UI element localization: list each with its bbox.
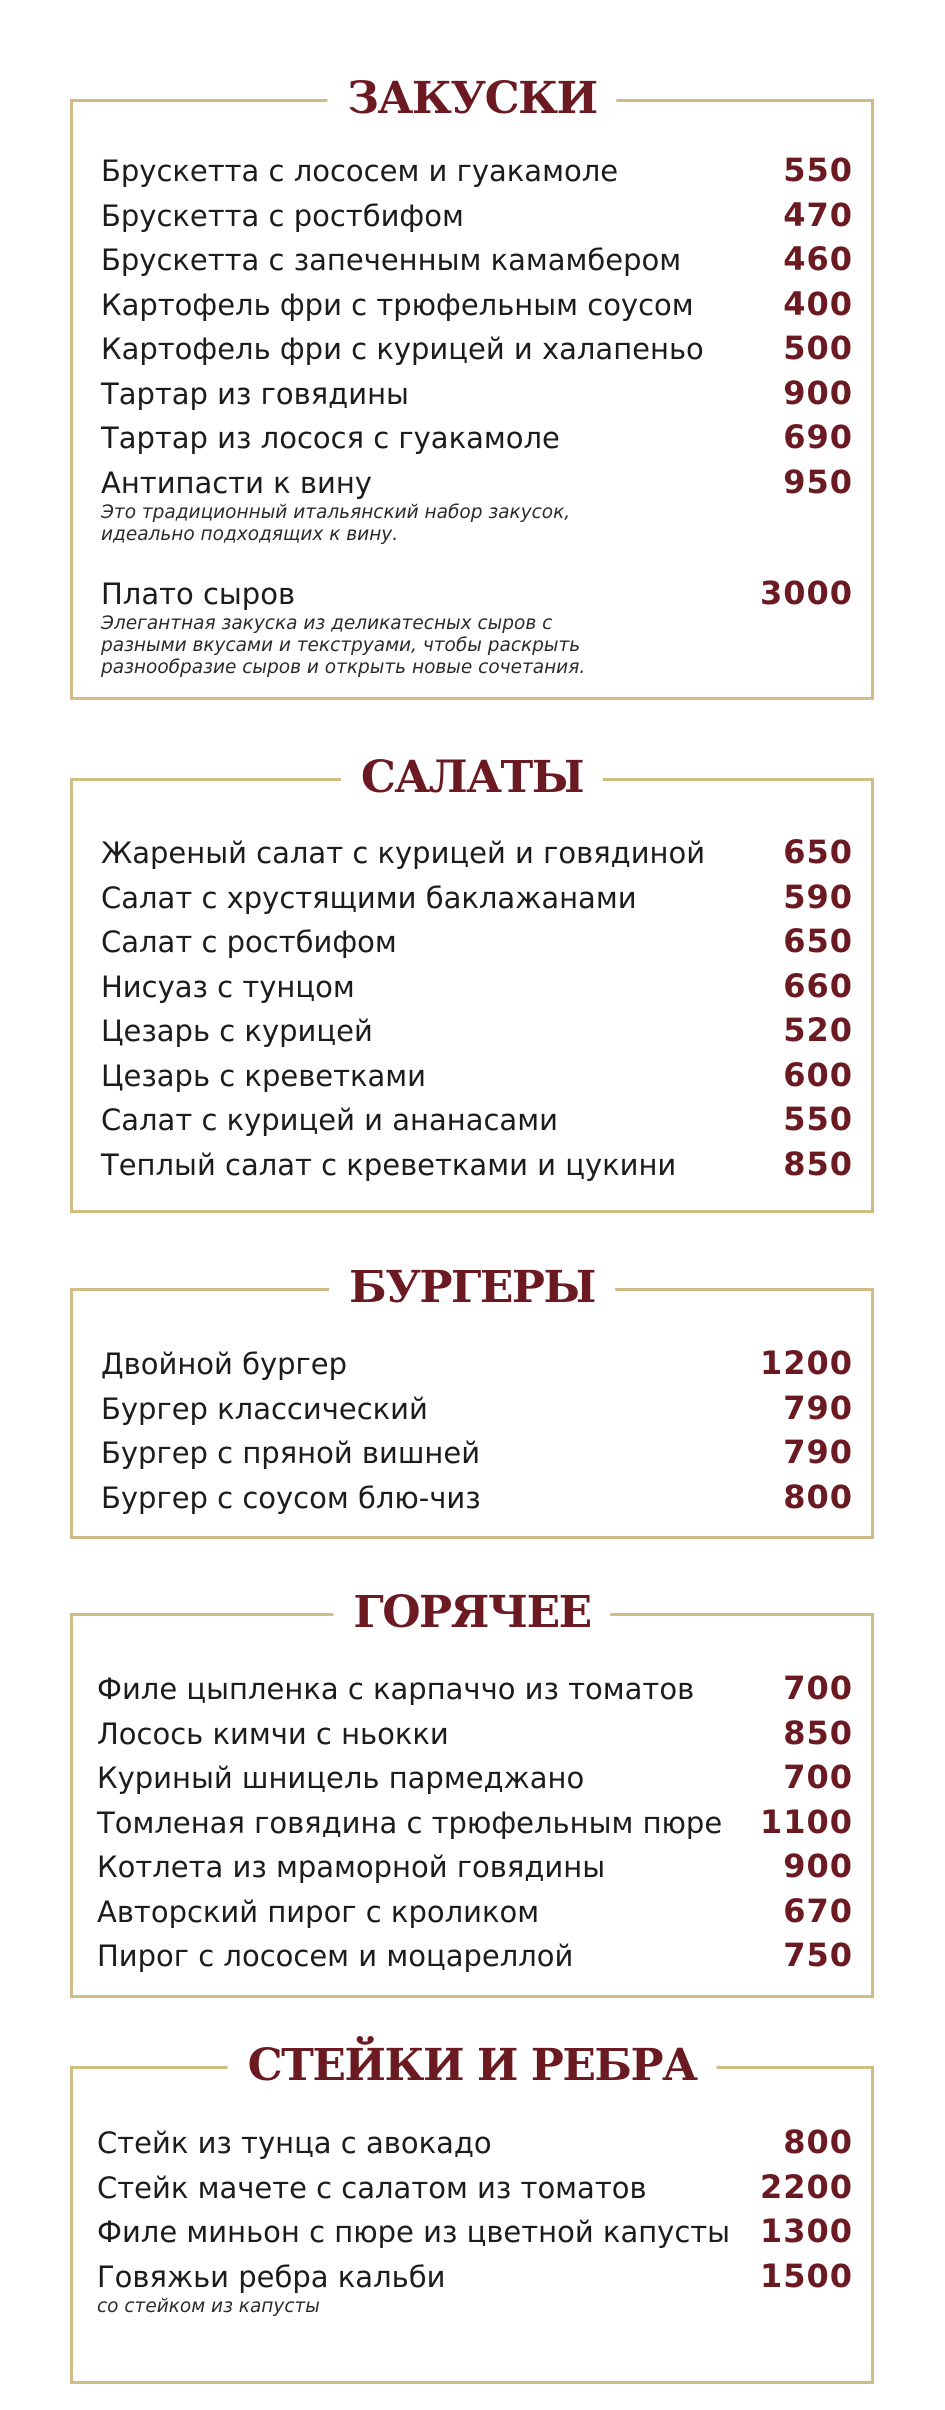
item-price: 1200 bbox=[759, 1344, 853, 1382]
menu-items-list bbox=[97, 2121, 853, 2344]
section-salaty bbox=[70, 752, 874, 1213]
item-name: Цезарь с курицей bbox=[101, 1014, 373, 1048]
item-price: 790 bbox=[783, 1433, 853, 1471]
section-goryachee bbox=[70, 1587, 874, 1998]
item-price: 850 bbox=[783, 1713, 853, 1752]
menu-item bbox=[101, 372, 853, 417]
section-zakuski bbox=[70, 73, 874, 700]
item-price: 1100 bbox=[759, 1802, 853, 1841]
menu-item bbox=[101, 572, 853, 679]
item-name: Брускетта с лососем и гуакамоле bbox=[101, 154, 619, 188]
item-price: 750 bbox=[783, 1936, 853, 1974]
item-price: 900 bbox=[783, 373, 853, 412]
item-name: Тартар из говядины bbox=[101, 376, 409, 411]
item-price: 600 bbox=[783, 1055, 853, 1094]
menu-item bbox=[101, 461, 853, 546]
section-title: ГОРЯЧЕЕ bbox=[333, 1580, 610, 1646]
menu-item bbox=[97, 1934, 853, 1979]
menu-item bbox=[101, 1342, 853, 1387]
item-description: Элегантная закуска из деликатесных сыров с разными вкусами и текструами, чтобы раскрыть разнообразие сыров и открыть новые сочетания. bbox=[101, 612, 586, 678]
item-name: Филе цыпленка с карпаччо из томатов bbox=[97, 1672, 695, 1706]
item-price: 470 bbox=[783, 195, 853, 234]
item-name: Стейк из тунца с авокадо bbox=[97, 2126, 492, 2160]
menu-item bbox=[101, 283, 853, 328]
item-name: Лосось кимчи с ньокки bbox=[97, 1716, 449, 1751]
item-name: Брускетта с ростбифом bbox=[101, 198, 464, 233]
item-name: Филе миньон с пюре из цветной капусты bbox=[97, 2215, 731, 2249]
item-name: Тартар из лосося с гуакамоле bbox=[101, 421, 560, 455]
item-name: Авторский пирог с кроликом bbox=[97, 1894, 540, 1929]
section-title: ЗАКУСКИ bbox=[327, 66, 616, 132]
menu-item bbox=[97, 2255, 853, 2318]
item-name: Антипасти к вину bbox=[101, 465, 372, 500]
menu-item bbox=[101, 920, 853, 965]
item-name: Нисуаз с тунцом bbox=[101, 969, 355, 1004]
item-price: 650 bbox=[783, 833, 853, 871]
menu-item bbox=[101, 1098, 853, 1143]
item-price: 590 bbox=[783, 877, 853, 916]
menu-item bbox=[101, 876, 853, 921]
item-name: Плато сыров bbox=[101, 576, 296, 611]
item-price: 700 bbox=[783, 1758, 853, 1796]
item-price: 850 bbox=[783, 1144, 853, 1183]
section-title: СТЕЙКИ И РЕБРА bbox=[228, 2033, 717, 2099]
menu-items-list bbox=[101, 831, 853, 1187]
menu-item bbox=[97, 2121, 853, 2166]
item-price: 550 bbox=[783, 151, 853, 189]
item-price: 2200 bbox=[759, 2167, 853, 2206]
item-description: Это традиционный итальянский набор закусок, идеально подходящих к вину. bbox=[101, 501, 571, 545]
item-price: 800 bbox=[783, 2123, 853, 2161]
item-price: 400 bbox=[783, 284, 853, 323]
item-name: Картофель фри с трюфельным соусом bbox=[101, 287, 694, 322]
item-name: Салат с ростбифом bbox=[101, 925, 397, 959]
item-price: 660 bbox=[783, 966, 853, 1005]
menu-item bbox=[101, 1431, 853, 1476]
menu-item bbox=[101, 194, 853, 239]
menu-item bbox=[97, 2166, 853, 2211]
menu-item bbox=[97, 1845, 853, 1890]
section-steyki-i-rebra bbox=[70, 2040, 874, 2384]
item-name: Куриный шницель пармеджано bbox=[97, 1761, 585, 1795]
item-name: Томленая говядина с трюфельным пюре bbox=[97, 1805, 723, 1840]
item-description: со стейком из капусты bbox=[97, 2295, 320, 2317]
menu-item bbox=[97, 1712, 853, 1757]
item-price: 460 bbox=[783, 240, 853, 278]
menu-item bbox=[101, 1387, 853, 1432]
item-price: 520 bbox=[783, 1011, 853, 1049]
item-name: Жареный салат с курицей и говядиной bbox=[101, 836, 706, 870]
item-price: 1300 bbox=[759, 2212, 853, 2250]
item-name: Цезарь с креветками bbox=[101, 1058, 427, 1093]
menu-item bbox=[101, 831, 853, 876]
item-price: 790 bbox=[783, 1388, 853, 1427]
menu-item bbox=[101, 327, 853, 372]
menu-item bbox=[97, 1890, 853, 1935]
item-name: Бургер классический bbox=[101, 1391, 428, 1426]
item-price: 900 bbox=[783, 1847, 853, 1885]
menu-item bbox=[97, 2210, 853, 2255]
item-name: Брускетта с запеченным камамбером bbox=[101, 243, 682, 277]
section-burgery bbox=[70, 1262, 874, 1539]
item-name: Теплый салат с креветками и цукини bbox=[101, 1147, 677, 1182]
item-name: Салат с курицей и ананасами bbox=[101, 1103, 558, 1137]
item-price: 690 bbox=[783, 418, 853, 456]
menu-item bbox=[97, 1667, 853, 1712]
menu-item bbox=[101, 1009, 853, 1054]
item-price: 3000 bbox=[759, 573, 853, 612]
menu-item bbox=[101, 1476, 853, 1521]
item-name: Котлета из мраморной говядины bbox=[97, 1850, 606, 1884]
item-price: 550 bbox=[783, 1100, 853, 1138]
menu-item bbox=[97, 1756, 853, 1801]
menu-item bbox=[97, 1801, 853, 1846]
item-name: Стейк мачете с салатом из томатов bbox=[97, 2170, 647, 2205]
menu-item bbox=[101, 965, 853, 1010]
item-price: 650 bbox=[783, 922, 853, 960]
menu-item bbox=[101, 149, 853, 194]
item-name: Говяжьи ребра кальби bbox=[97, 2259, 446, 2294]
item-price: 950 bbox=[783, 462, 853, 501]
section-title: САЛАТЫ bbox=[341, 745, 603, 811]
item-name: Бургер с соусом блю-чиз bbox=[101, 1480, 481, 1515]
menu-items-list bbox=[101, 1342, 853, 1520]
menu-items-list bbox=[97, 1667, 853, 1979]
menu-item bbox=[101, 1143, 853, 1188]
item-price: 670 bbox=[783, 1891, 853, 1930]
menu-items-list bbox=[101, 149, 853, 705]
menu-item bbox=[101, 1054, 853, 1099]
item-name: Пирог с лососем и моцареллой bbox=[97, 1939, 574, 1973]
menu-item bbox=[101, 238, 853, 283]
item-price: 700 bbox=[783, 1669, 853, 1707]
item-price: 1500 bbox=[759, 2256, 853, 2295]
item-name: Салат с хрустящими баклажанами bbox=[101, 880, 637, 915]
section-title: БУРГЕРЫ bbox=[329, 1255, 615, 1321]
item-name: Картофель фри с курицей и халапеньо bbox=[101, 332, 704, 366]
item-price: 800 bbox=[783, 1477, 853, 1516]
menu-item bbox=[101, 416, 853, 461]
item-name: Двойной бургер bbox=[101, 1347, 348, 1381]
item-price: 500 bbox=[783, 329, 853, 367]
item-name: Бургер с пряной вишней bbox=[101, 1436, 481, 1470]
